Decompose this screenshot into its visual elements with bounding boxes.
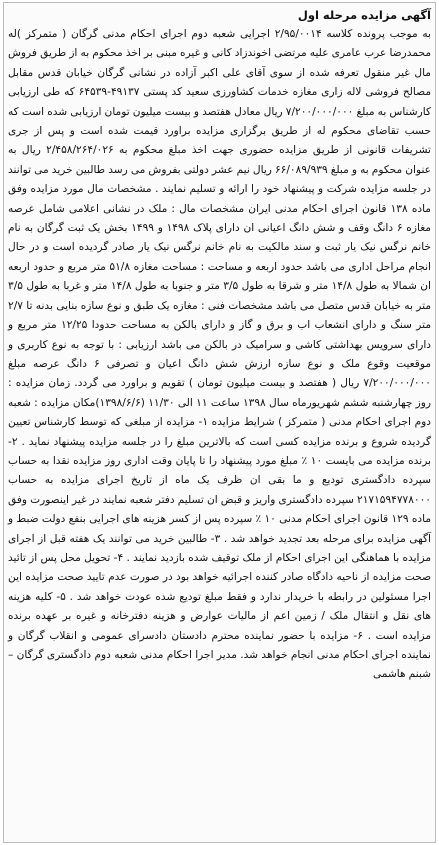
legal-notice [3, 2, 436, 843]
notice-body: به موجب پرونده کلاسه ۲/۹۵/۰۰۱۴ اجرایی شعبه دوم اجرای احکام مدنی گرگان ( متمرکز )له محمدرضا عرب عامری علیه مرتضی اخوندزاد کانی و غیره مبنی بر اخذ محکوم به از طریق فروش مال غیر منقول تعرفه شده از سوی آقای علی اکبر آزاده در نشانی گرگان خیابان قدس مقابل مصالح فروشی لاله زاری مغازه خدمات کشاورزی سعید کد پستی ۴۹۱۳۷-۶۴۵۳۹ که طی ارزیابی کارشناس به مبلغ ۷/۲۰۰/۰۰۰/۰۰۰ ریال معادل هفتصد و بیست میلیون تومان ارزیابی شده است که حسب تقاضای محکوم له از طریق برگزاری مزایده براورد قیمت شده است و پس از جری تشریفات قانونی از طریق مزایده حضوری جهت اخذ مبلغ محکوم به ۲/۴۵۸/۲۶۴/۰۲۶ ریال به عنوان محکوم به و مبلغ ۶۶/۰۸۹/۹۳۹ ریال نیم عشر دولتی بفروش می رسد طالبین خرید می توانند در جلسه مزایده شرکت و پیشنهاد خود را ارائه و تسلیم نمایند . مشخصات مال مورد مزایده وفق ماده ۱۳۸ قانون اجرای احکام مدنی ایران مشخصات مال : ملک در نشانی اعلامی شامل عرصه مغازه ۶ دانگ وقف و شش دانگ اعیانی ان دارای پلاک ۱۴۹۸ و ۱۴۹۹ بخش یک ثبت گرگان به نام خانم نرگس نیک یار ثبت و سند مالکیت به نام خانم نرگس نیک یار صادر گردیده است و در حال انجام مراحل اداری می باشد حدود اربعه و مساحت : مساحت مغازه ۵۱/۸ متر مربع و حدود اربعه ان شمالا به طول ۱۴/۸ متر و شرقا به طول ۳/۵ متر و جنوبا به طول ۱۴/۸ متر و غربا به طول ۳/۵ متر به خیابان قدس متصل می باشد مشخصات فنی : مغازه یک طبق و نوع سازه بنایی بدنه تا ۲/۷ متر سنگ و دارای انشعاب اب و برق و گاز و دارای بالکن به مساحت حدودا ۱۲/۲۵ متر مربع و دارای سرویس بهداشتی کاشی و سرامیک در بالکن می باشد ارزیابی : با توجه به نوع کاربری و موقعیت وقوع ملک و نوع سازه ارزش شش دانگ اعیان و تصرفی ۶ دانگ عرصه مبلغ ۷/۲۰۰/۰۰۰/۰۰۰ ریال ( هفتصد و بیست میلیون تومان ) تقویم و براورد می گردد. زمان مزایده : روز چهارشنبه ششم شهریورماه سال ۱۳۹۸ ساعت ۱۱ الی ۱۱/۳۰ (۱۳۹۸/۶/۶)مکان مزایده : شعبه دوم اجرای احکام مدنی ( متمرکز ) شرایط مزایده ۱- مزایده از مبلغی که توسط کارشناس تعیین گردیده شروع و برنده مزایده کسی است که بالاترین مبلغ را در جلسه مزایده پیشنهاد نماید . ۲- برنده مزایده می بایست ۱۰ ٪ مبلغ مورد پیشنهاد را تا پایان وقت اداری روز مزایده نقدا به حساب سپرده دادگستری تودیع و ما بقی ان ظرف یک ماه از تاریخ اجرای مزایده به حساب ۲۱۷۱۵۹۴۷۷۸۰۰۰ سپرده دادگستری واریز و قبض ان تسلیم دفتر شعبه نمایند در غیر اینصورت وفق ماده ۱۲۹ قانون اجرای احکام مدنی ۱۰ ٪ سپرده پس از کسر هزینه های اجرایی بنفع دولت ضبط و آگهی مزایده برای مرحله بعد تجدید خواهد شد . ۳- طالبین خرید می توانند یک هفته قبل از اجرای مزایده با هماهنگی این اجرای احکام از ملک توقیف شده بازدید نمایند . ۴- تحویل محل پس از تائید صحت مزایده از ناحیه دادگاه صادر کننده اجرائیه خواهد بود در صورت عدم تایید صحت مزایده این اجرا مسئولین در رابطه با خریدار ندارد و فقط مبلغ تودیع شده عودت خواهد شد . ۵- کلیه هزینه های نقل و انتقال ملک / زمین اعم از مالیات عوارض و هزینه دفترخانه و غیره بر عهده برنده مزایده است . ۶- مزایده با حضور نماینده محترم دادستان دادسرای عمومی و انقلاب گرگان و نماینده اجرای احکام مدنی انجام خواهد شد. مدیر اجرا احکام مدنی شعبه دوم دادگستری گرگان – شبنم هاشمی [8, 28, 432, 681]
notice-title: آگهی مزایده مرحله اول [297, 8, 431, 22]
